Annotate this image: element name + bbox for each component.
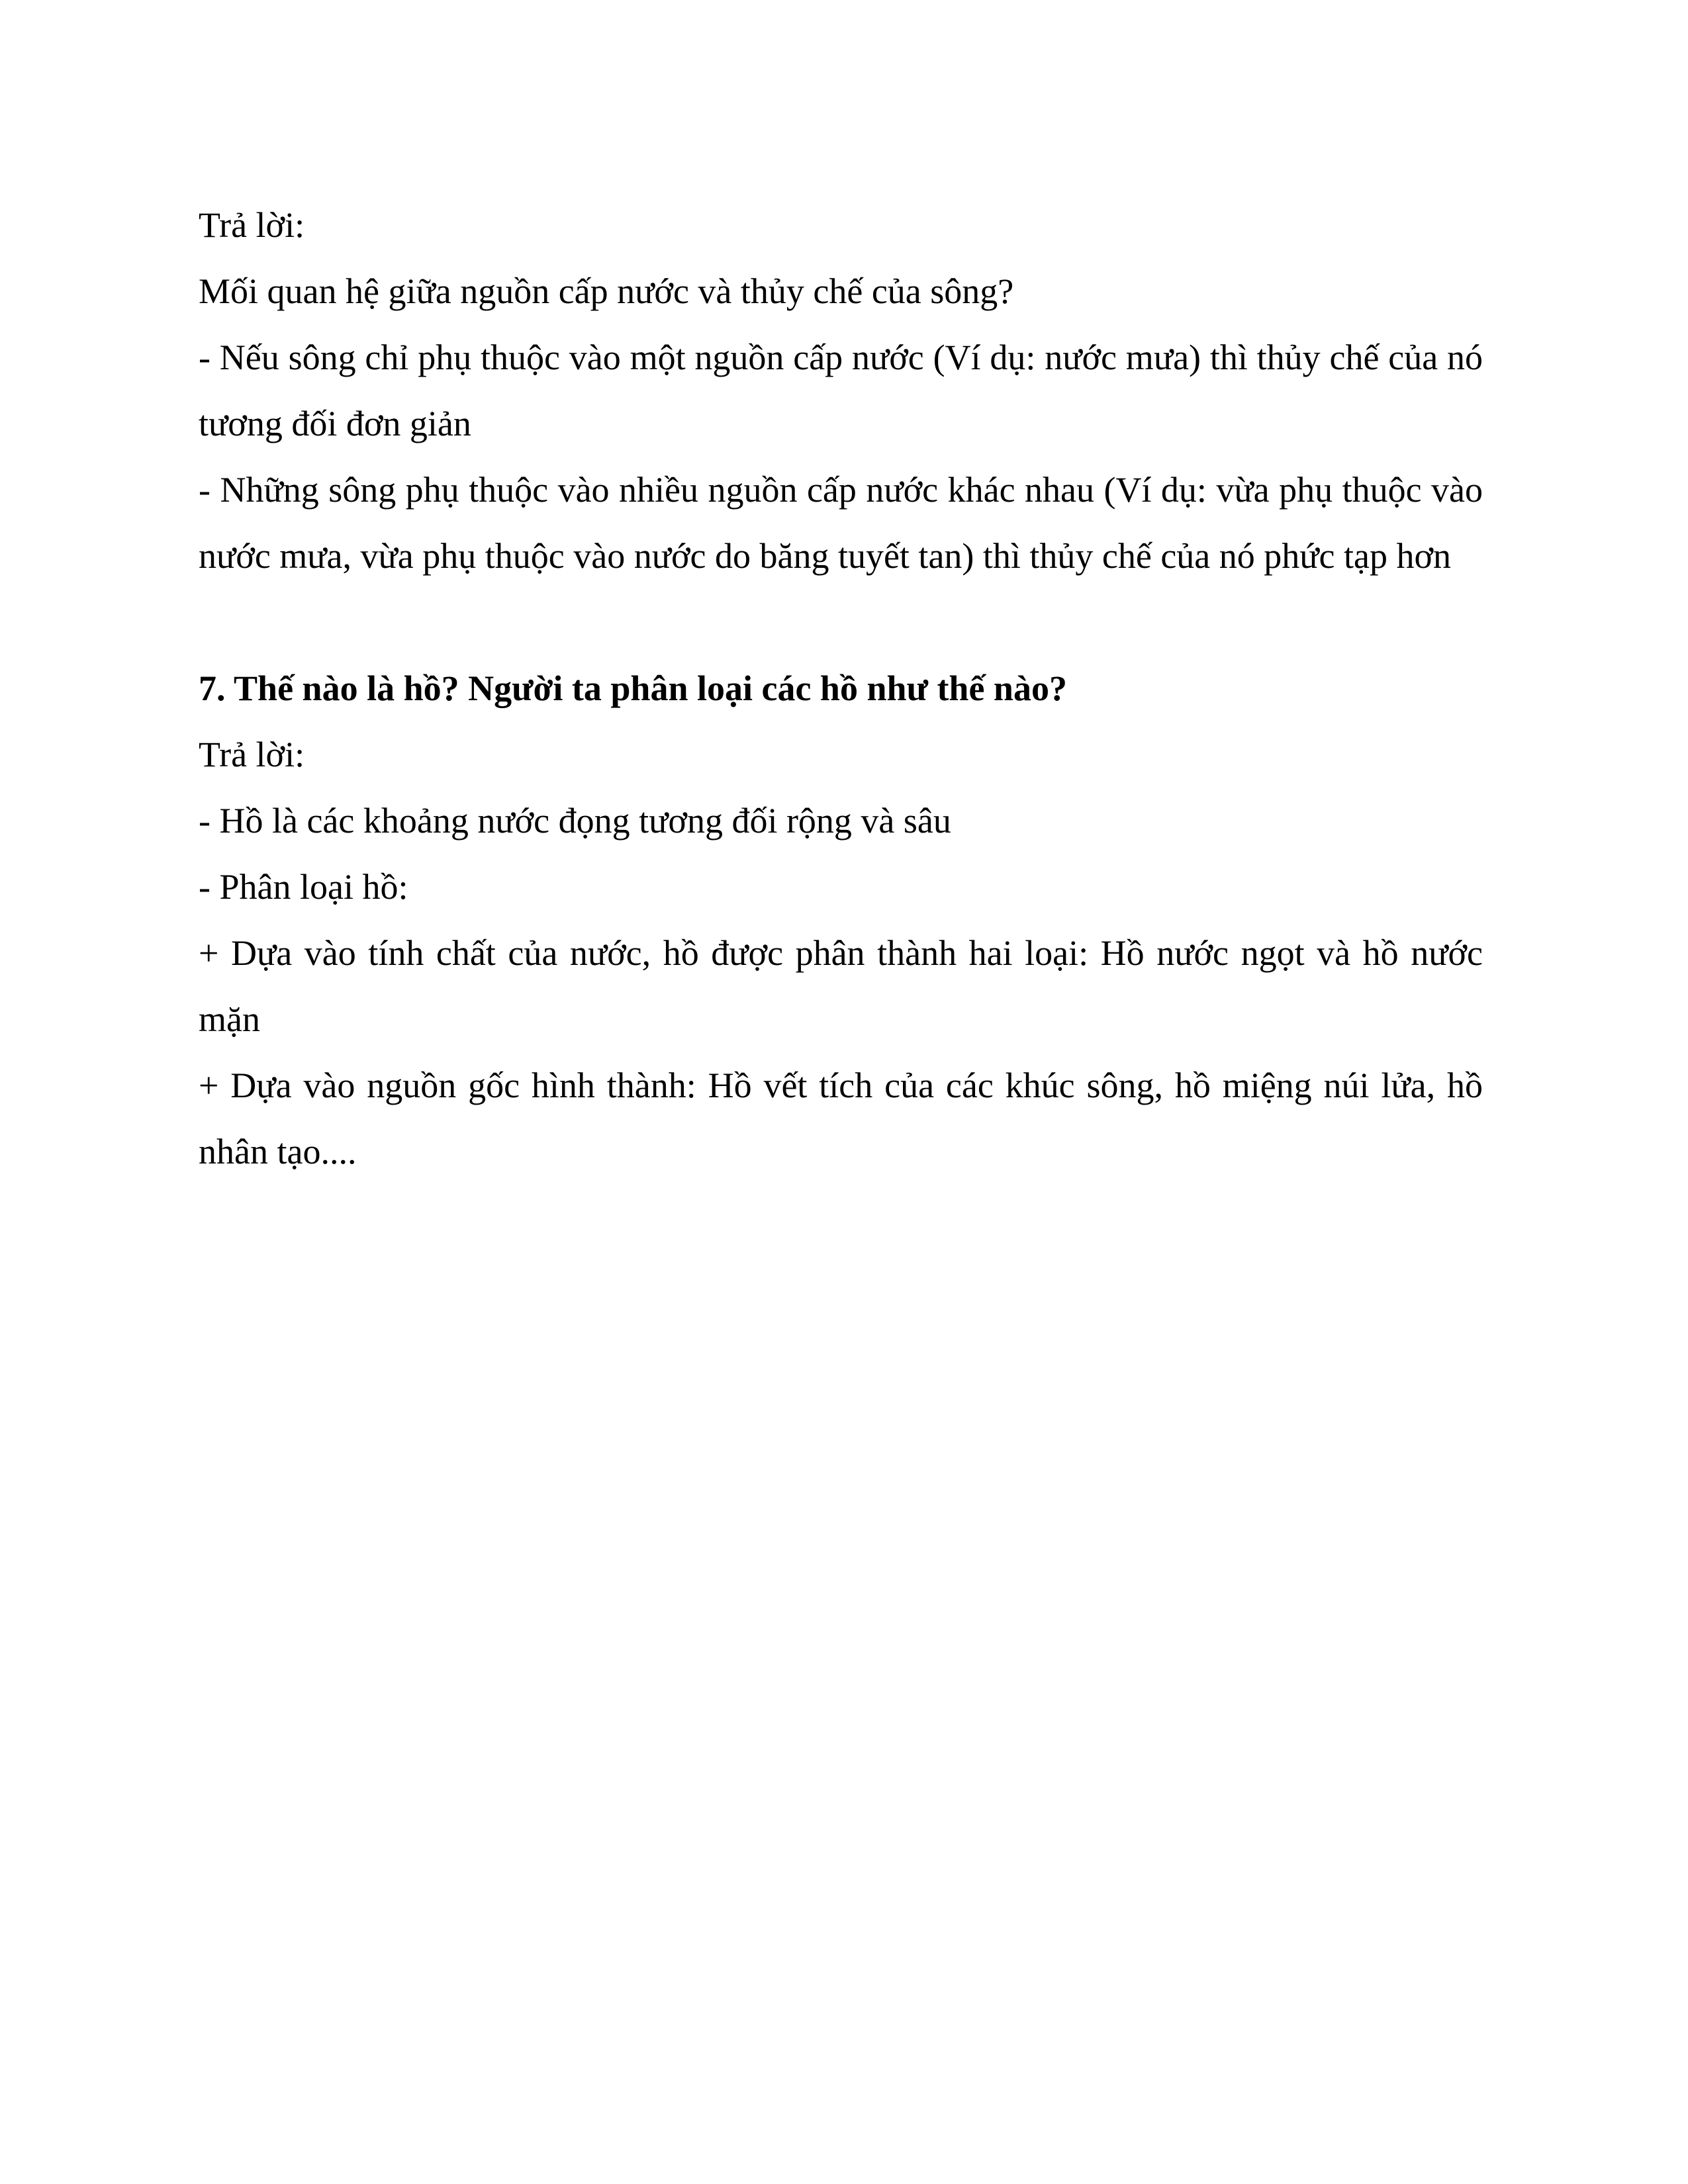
answer-point: - Hồ là các khoảng nước đọng tương đối rộng và sâu (199, 801, 951, 841)
answer-point: + Dựa vào tính chất của nước, hồ được phân thành hai loại: Hồ nước ngọt và hồ nước mặn (199, 933, 1483, 1039)
answer-label: Trả lời: (199, 205, 305, 245)
answer-point: - Những sông phụ thuộc vào nhiều nguồn cấp nước khác nhau (Ví dụ: vừa phụ thuộc vào nước mưa, vừa phụ thuộc vào nước do băng tuyết tan) thì thủy chế của nó phức tạp hơn (199, 470, 1483, 576)
question-line: Mối quan hệ giữa nguồn cấp nước và thủy chế của sông? (199, 271, 1014, 311)
answer-point: + Dựa vào nguồn gốc hình thành: Hồ vết tích của các khúc sông, hồ miệng núi lửa, hồ nhân tạo.... (199, 1066, 1483, 1171)
answer-point: - Nếu sông chỉ phụ thuộc vào một nguồn cấp nước (Ví dụ: nước mưa) thì thủy chế của nó tương đối đơn giản (199, 338, 1483, 443)
answer-point: - Phân loại hồ: (199, 867, 408, 907)
answer-label: Trả lời: (199, 735, 305, 774)
section-heading: 7. Thế nào là hồ? Người ta phân loại các hồ như thế nào? (199, 668, 1067, 708)
document-page (199, 192, 1483, 1185)
section-spacer (199, 589, 1483, 655)
